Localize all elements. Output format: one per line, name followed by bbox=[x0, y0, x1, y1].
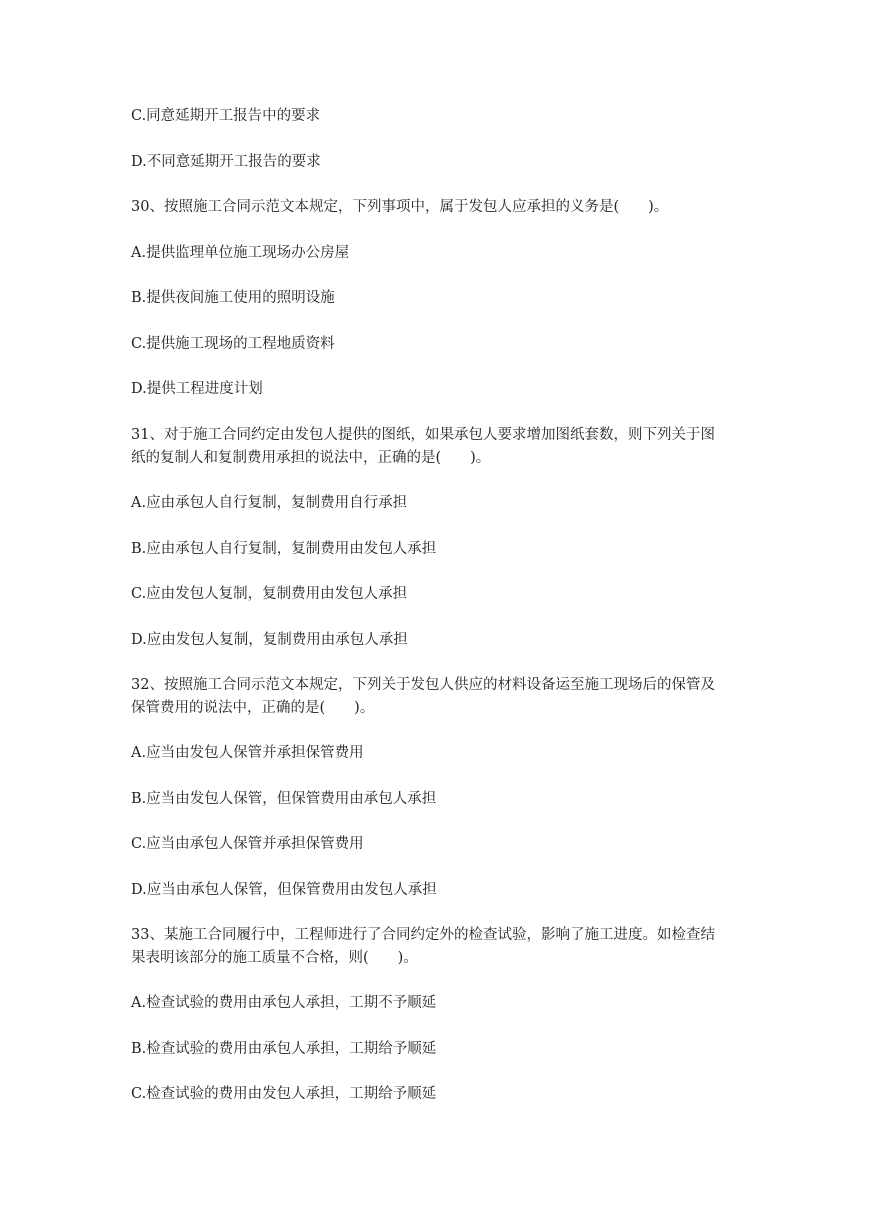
option-31-b: B.应由承包人自行复制，复制费用由发包人承担 bbox=[131, 541, 437, 557]
option-30-d: D.提供工程进度计划 bbox=[131, 381, 263, 397]
question-31-stem-line-1: 31、对于施工合同约定由发包人提供的图纸，如果承包人要求增加图纸套数，则下列关于图 bbox=[131, 427, 715, 443]
option-31-a: A.应由承包人自行复制，复制费用自行承担 bbox=[131, 495, 408, 511]
option-29-c: C.同意延期开工报告中的要求 bbox=[131, 108, 321, 124]
question-33-stem-line-2: 果表明该部分的施工质量不合格，则( )。 bbox=[131, 950, 418, 966]
option-33-b: B.检查试验的费用由承包人承担，工期给予顺延 bbox=[131, 1041, 437, 1057]
option-30-b: B.提供夜间施工使用的照明设施 bbox=[131, 290, 335, 306]
option-32-a: A.应当由发包人保管并承担保管费用 bbox=[131, 745, 364, 761]
option-31-d: D.应由发包人复制，复制费用由承包人承担 bbox=[131, 632, 408, 648]
option-32-d: D.应当由承包人保管，但保管费用由发包人承担 bbox=[131, 882, 437, 898]
question-32-stem-line-2: 保管费用的说法中，正确的是( )。 bbox=[131, 700, 375, 716]
option-31-c: C.应由发包人复制，复制费用由发包人承担 bbox=[131, 586, 408, 602]
option-32-c: C.应当由承包人保管并承担保管费用 bbox=[131, 836, 364, 852]
option-33-c: C.检查试验的费用由发包人承担，工期给予顺延 bbox=[131, 1086, 437, 1102]
option-30-c: C.提供施工现场的工程地质资料 bbox=[131, 336, 335, 352]
option-32-b: B.应当由发包人保管，但保管费用由承包人承担 bbox=[131, 791, 437, 807]
option-29-d: D.不同意延期开工报告的要求 bbox=[131, 154, 321, 170]
question-30-stem: 30、按照施工合同示范文本规定，下列事项中，属于发包人应承担的义务是( )。 bbox=[131, 199, 669, 215]
question-32-stem-line-1: 32、按照施工合同示范文本规定，下列关于发包人供应的材料设备运至施工现场后的保管及 bbox=[131, 677, 715, 693]
question-33-stem-line-1: 33、某施工合同履行中，工程师进行了合同约定外的检查试验，影响了施工进度。如检查结 bbox=[131, 927, 715, 943]
option-30-a: A.提供监理单位施工现场办公房屋 bbox=[131, 245, 350, 261]
option-33-a: A.检查试验的费用由承包人承担，工期不予顺延 bbox=[131, 995, 437, 1011]
question-31-stem-line-2: 纸的复制人和复制费用承担的说法中，正确的是( )。 bbox=[131, 450, 491, 466]
